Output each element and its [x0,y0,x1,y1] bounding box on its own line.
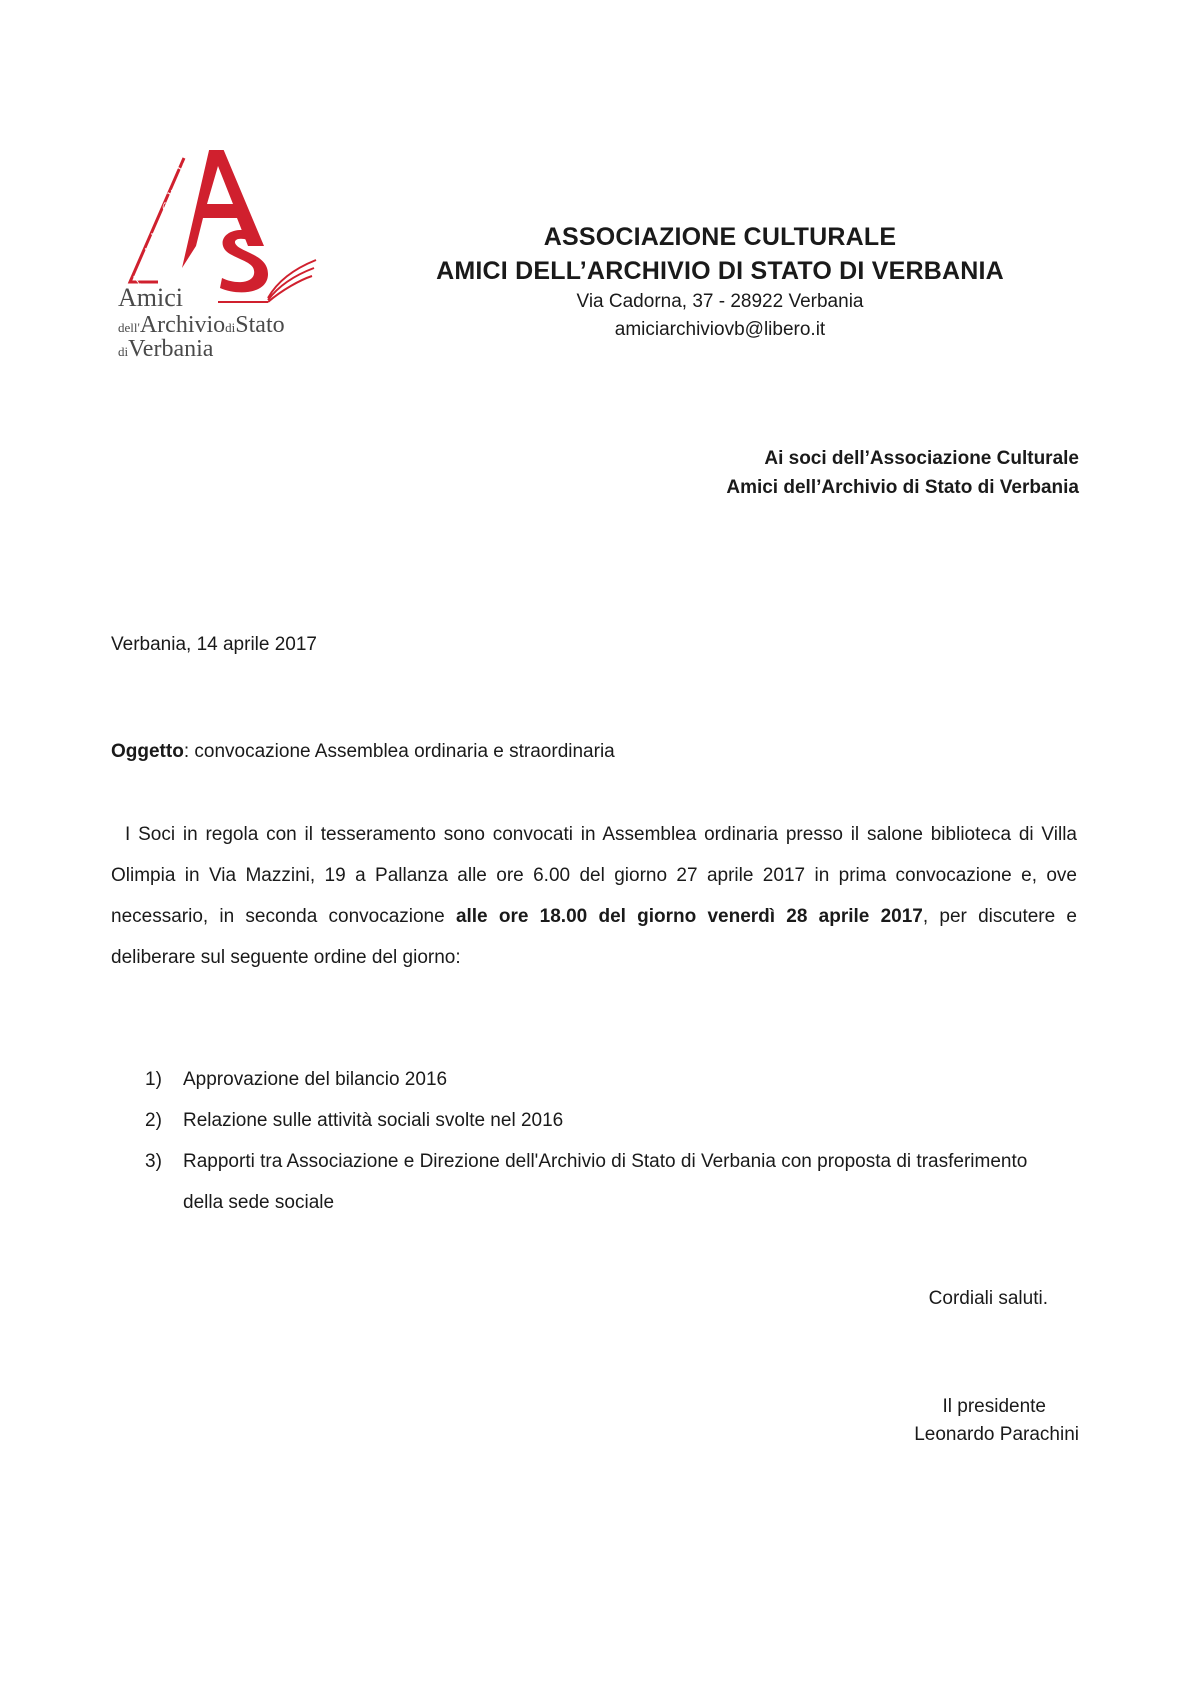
list-item-text: Rapporti tra Associazione e Direzione dell'Archivio di Stato di Verbania con proposta di trasferimento della sede sociale [183,1151,1028,1213]
letterhead [400,220,1040,344]
list-item [145,1141,1045,1223]
list-item [145,1100,1045,1141]
recipient-block [726,444,1079,502]
logo-arc-text: Associazione Culturale [129,160,194,287]
logo-letter-a-icon [182,150,264,268]
body-part2: , per discutere e deliberare sul seguente ordine del giorno: [111,906,1077,968]
body-paragraph [111,814,1077,978]
organization-name-line1: ASSOCIAZIONE CULTURALE [543,223,897,251]
letter-date: Verbania, 14 aprile 2017 [111,634,317,655]
organization-name-line2: AMICI DELL’ARCHIVIO DI STATO DI VERBANIA [436,257,1004,285]
signature-name: Leonardo Parachini [914,1424,1079,1445]
association-logo [118,150,358,390]
list-item [145,1059,1045,1100]
body-bold: alle ore 18.00 del giorno venerdì 28 aprile 2017 [455,906,923,927]
list-item-number: 3) [145,1151,162,1172]
logo-line3-text: diVerbania [118,336,214,362]
logo-line2-text: dell'ArchiviodiStato [118,312,285,338]
organization-email: amiciarchiviovb@libero.it [614,319,826,340]
closing-salutation: Cordiali saluti. [928,1288,1048,1309]
signature-block [839,1393,1079,1449]
recipient-line2: Amici dell’Archivio di Stato di Verbania [726,477,1079,498]
agenda-list [145,1059,1045,1223]
subject-label: Oggetto [111,741,184,762]
organization-address: Via Cadorna, 37 - 28922 Verbania [576,291,864,312]
list-item-text: Relazione sulle attività sociali svolte nel 2016 [183,1110,564,1131]
body-part1: I Soci in regola con il tesseramento sono convocati in Assemblea ordinaria presso il salone biblioteca di Villa Olimpia in Via Mazzini, 19 a Pallanza alle ore 6.00 del giorno 27 aprile 2017 in prima convocazione e, ove necessario, in seconda convocazione [111,824,1077,927]
list-item-number: 1) [145,1069,162,1090]
recipient-line1: Ai soci dell’Associazione Culturale [764,448,1079,469]
logo-line1-text: Amici [118,283,183,312]
subject-line [111,739,615,765]
list-item-text: Approvazione del bilancio 2016 [183,1069,448,1090]
subject-text: : convocazione Assemblea ordinaria e straordinaria [183,741,615,762]
signature-title: Il presidente [942,1396,1046,1417]
list-item-number: 2) [145,1110,162,1131]
